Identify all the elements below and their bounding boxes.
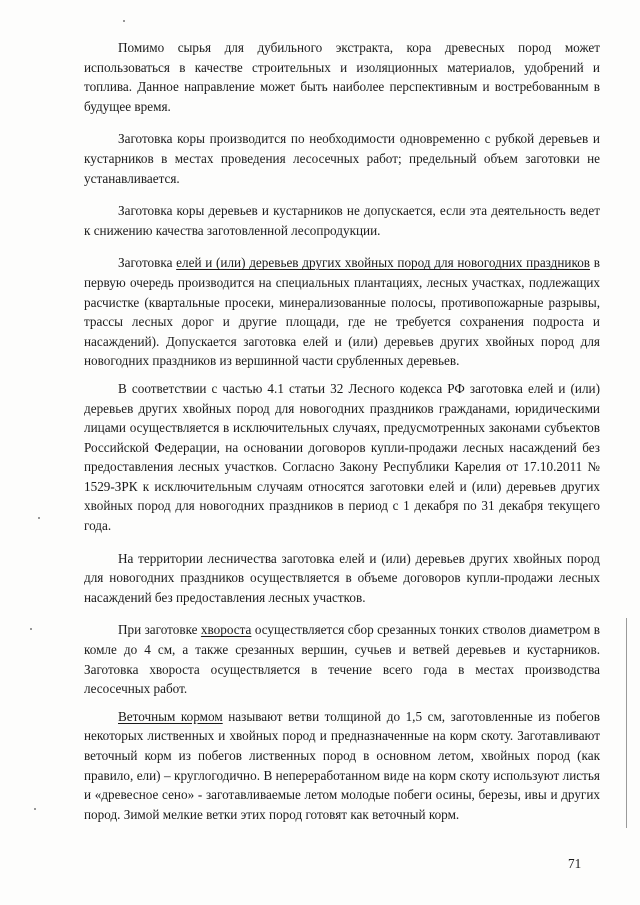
paragraph-text: называют ветви толщиной до 1,5 см, заготовленные из побегов некоторых лиственных и хвойных пород и предназначенные на корм скоту. Заготавливают веточный корм из побегов лиственных пород в основном летом, хвойных пород (как правило, ели) – круглогодично. В непереработанном виде на корм скоту используют листья и «древесное сено» - заготавливаемые летом молодые побеги осины, березы, ивы и других пород. Зимой мелкие ветки этих пород готовят как веточный корм. <box>84 708 600 822</box>
paragraph <box>84 379 600 536</box>
paragraph <box>84 201 600 240</box>
document-body <box>84 38 600 837</box>
paragraph-text: Заготовка коры производится по необходимости одновременно с рубкой деревьев и кустарников в местах проведения лесосечных работ; предельный объем заготовки не устанавливается. <box>84 131 600 186</box>
paragraph-text: Заготовка <box>118 255 177 271</box>
underlined-term: хвороста <box>200 622 252 638</box>
scan-edge-line <box>626 618 627 828</box>
scan-speck <box>123 20 125 22</box>
paragraph-text: В соответствии с частью 4.1 статьи 32 Лесного кодекса РФ заготовка елей и (или) деревьев других хвойных пород для новогодних праздников гражданами, юридическими лицами осуществляется в исключительных случаях, предусмотренных законами субъектов Российской Федерации, на основании договоров купли-продажи лесных насаждений без предоставления лесных участков. Согласно Закону Республики Карелия от 17.10.2011 № 1529-ЗРК к исключительным случаям относятся заготовки елей и (или) деревьев других хвойных пород для новогодних праздников в период с 1 декабря по 31 декабря текущего года. <box>84 380 600 534</box>
paragraph-text: Заготовка коры деревьев и кустарников не допускается, если эта деятельность ведет к снижению качества заготовленной лесопродукции. <box>84 203 600 238</box>
scan-speck <box>34 808 36 810</box>
scan-speck <box>38 517 40 519</box>
paragraph-text: Помимо сырья для дубильного экстракта, кора древесных пород может использоваться в качестве строительных и изоляционных материалов, удобрений и топлива. Данное направление может быть наиболее перспективным и востребованным в будущее время. <box>84 40 600 114</box>
paragraph-text: осуществляется сбор срезанных тонких стволов диаметром в комле до 4 см, а также срезанных вершин, сучьев и ветвей деревьев и кустарников. Заготовка хвороста осуществляется в течение всего года в местах производства лесосечных работ. <box>84 622 600 697</box>
page-number: 71 <box>568 856 582 871</box>
paragraph <box>84 549 600 608</box>
paragraph <box>84 253 600 371</box>
paragraph <box>84 38 600 116</box>
paragraph-text: На территории лесничества заготовка елей и (или) деревьев других хвойных пород для новогодних праздников осуществляется в объеме договоров купли-продажи лесных насаждений без предоставления лесных участков. <box>84 550 600 605</box>
paragraph-text: При заготовке <box>118 622 201 638</box>
paragraph <box>84 707 600 825</box>
paragraph <box>84 129 600 188</box>
scan-speck <box>30 628 32 630</box>
paragraph-text: в первую очередь производится на специальных плантациях, лесных участках, подлежащих расчистке (квартальные просеки, минерализованные полосы, противопожарные разрывы, трассы лесных дорог и другие площади, где не требуется сохранения подроста и насаждений). Допускается заготовка елей и (или) деревьев других хвойных пород для новогодних праздников из вершинной части срубленных деревьев. <box>84 255 600 369</box>
paragraph <box>84 620 600 698</box>
underlined-term: Веточным кормом <box>118 708 223 724</box>
underlined-term: елей и (или) деревьев других хвойных пород для новогодних праздников <box>176 255 591 271</box>
